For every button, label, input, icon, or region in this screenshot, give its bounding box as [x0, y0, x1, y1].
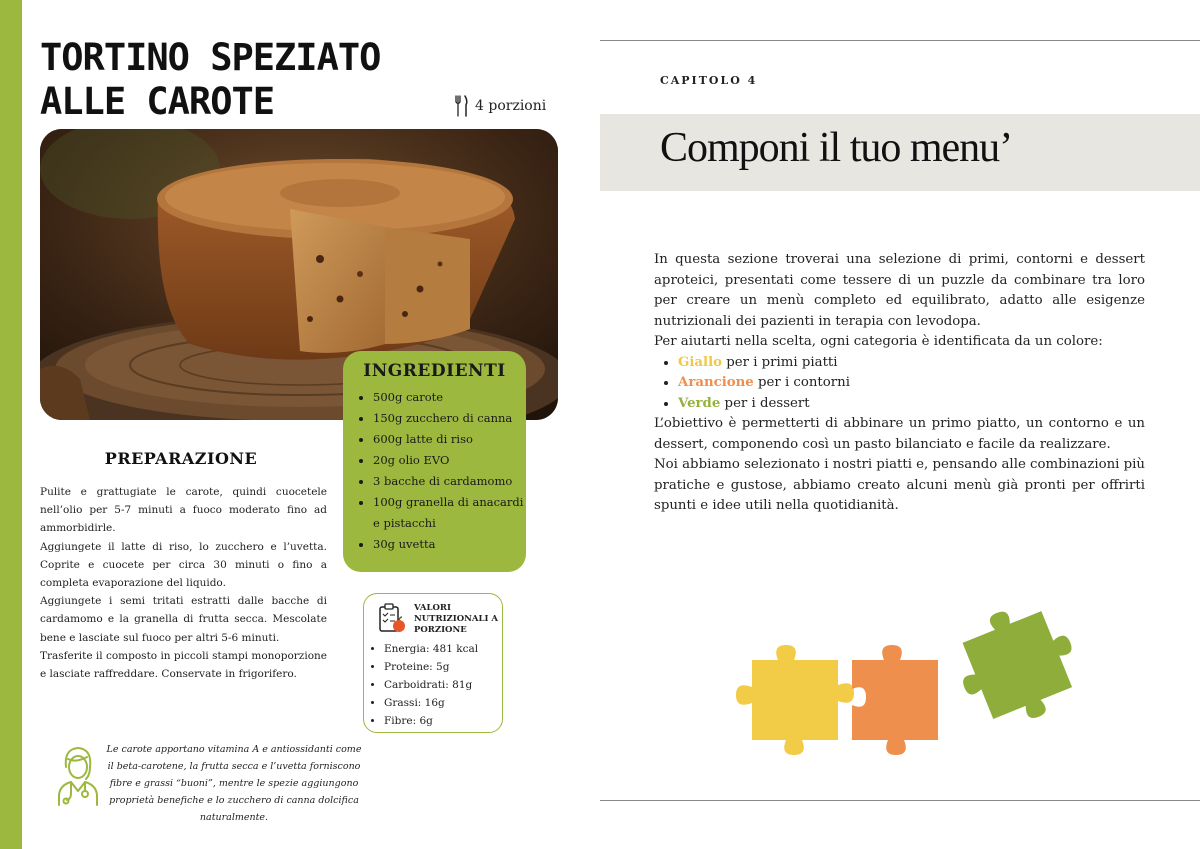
clipboard-apple-icon: [378, 603, 406, 633]
puzzle-pieces-illustration: [730, 605, 1090, 775]
ingredients-box: [343, 351, 526, 572]
preparation-step: Aggiungete il latte di riso, lo zucchero e l’uvetta. Coprite e cuocete per circa 30 minuti o fino a completa evaporazione del liquido.: [40, 540, 327, 590]
category-item-green: [678, 394, 1145, 415]
portions-label: 4 porzioni: [475, 98, 547, 114]
top-rule: [600, 40, 1200, 41]
doctor-icon: [56, 745, 100, 807]
preparation-title: PREPARAZIONE: [104, 449, 258, 468]
nutrition-title: VALORI NUTRIZIONALI A PORZIONE: [414, 603, 499, 635]
nutrition-box: [363, 593, 503, 733]
ingredient-item: • 3 bacche di cardamomo: [373, 471, 533, 492]
ingredient-item: • 20g olio EVO: [373, 450, 533, 471]
goal-paragraph: L’obiettivo è permetterti di abbinare un primo piatto, un contorno e un dessert, componendo così un pasto bilanciato e facile da realizzare.: [654, 416, 1145, 452]
puzzle-piece-green-icon: [943, 605, 1090, 738]
chapter-page: [600, 0, 1200, 849]
preparation-step: Trasferite il composto in piccoli stampi monoporzione e lasciate raffreddare. Conservate in frigorifero.: [40, 649, 327, 681]
fork-knife-icon: [455, 95, 469, 117]
nutrition-list: [370, 640, 478, 730]
nutrition-item: • Proteine: 5g: [384, 658, 478, 676]
category-desc: per i contorni: [753, 375, 850, 390]
category-list: [654, 353, 1145, 415]
bottom-rule: [600, 800, 1200, 801]
ingredient-item: • 30g uvetta: [373, 534, 533, 555]
preparation-text: [40, 483, 327, 683]
category-item-yellow: [678, 353, 1145, 374]
chapter-label: CAPITOLO 4: [660, 74, 758, 87]
ingredient-item: • 100g granella di anacardi e pistacchi: [373, 492, 533, 534]
ingredient-item: • 150g zucchero di canna: [373, 408, 533, 429]
category-desc: per i primi piatti: [722, 354, 838, 370]
nutrition-item: • Fibre: 6g: [384, 712, 478, 730]
nutrition-item: • Energia: 481 kcal: [384, 640, 478, 658]
intro-paragraph: In questa sezione troverai una selezione di primi, contorni e dessert aproteici, presentati come tessere di un puzzle da combinare tra loro per creare un menù completo ed equilibrato, adatto alle esigenze nutrizionali dei pazienti in terapia con levodopa.: [654, 252, 1145, 329]
ingredients-list: [359, 387, 533, 555]
ingredient-item: • 600g latte di riso: [373, 429, 533, 450]
category-desc: per i dessert: [720, 395, 810, 411]
category-intro: Per aiutarti nella scelta, ogni categoria è identificata da un colore:: [654, 334, 1103, 349]
puzzle-piece-orange-icon: [852, 645, 938, 755]
nutrition-item: • Carboidrati: 81g: [384, 676, 478, 694]
chapter-body: [654, 250, 1145, 517]
recipe-title: TORTINO SPEZIATO ALLE CAROTE: [40, 36, 381, 123]
category-color-name: Verde: [678, 395, 721, 411]
portions-info: [455, 95, 546, 117]
closing-paragraph: Noi abbiamo selezionato i nostri piatti e, pensando alle combinazioni più pratiche e gustose, abbiamo creato alcuni menù già pronti per offrirti spunti e idee utili nella quotidianità.: [654, 457, 1145, 513]
category-color-name: Giallo: [678, 354, 722, 370]
preparation-step: Aggiungete i semi tritati estratti dalle bacche di cardamomo e la granella di frutta secca. Mescolate bene e lasciate sul fuoco per altri 5-6 minuti.: [40, 595, 327, 644]
page-accent-bar: [0, 0, 22, 849]
category-item-orange: [678, 373, 1145, 394]
category-color-name: Arancione: [678, 375, 754, 390]
puzzle-piece-yellow-icon: [736, 645, 854, 755]
nutrition-item: • Grassi: 16g: [384, 694, 478, 712]
nutrition-tip: Le carote apportano vitamina A e antiossidanti come il beta-carotene, la frutta secca e l’uvetta forniscono fibre e grassi “buoni”, mentre le spezie aggiungono proprietà benefiche e lo zucchero di canna dolcifica naturalmente.: [106, 744, 362, 823]
ingredient-item: • 500g carote: [373, 387, 533, 408]
preparation-step: Pulite e grattugiate le carote, quindi cuocetele nell’olio per 5-7 minuti a fuoco moderato fino ad ammorbidirle.: [40, 486, 327, 535]
chapter-title: Componi il tuo menu’: [660, 125, 1013, 171]
ingredients-title: INGREDIENTI: [363, 361, 506, 381]
